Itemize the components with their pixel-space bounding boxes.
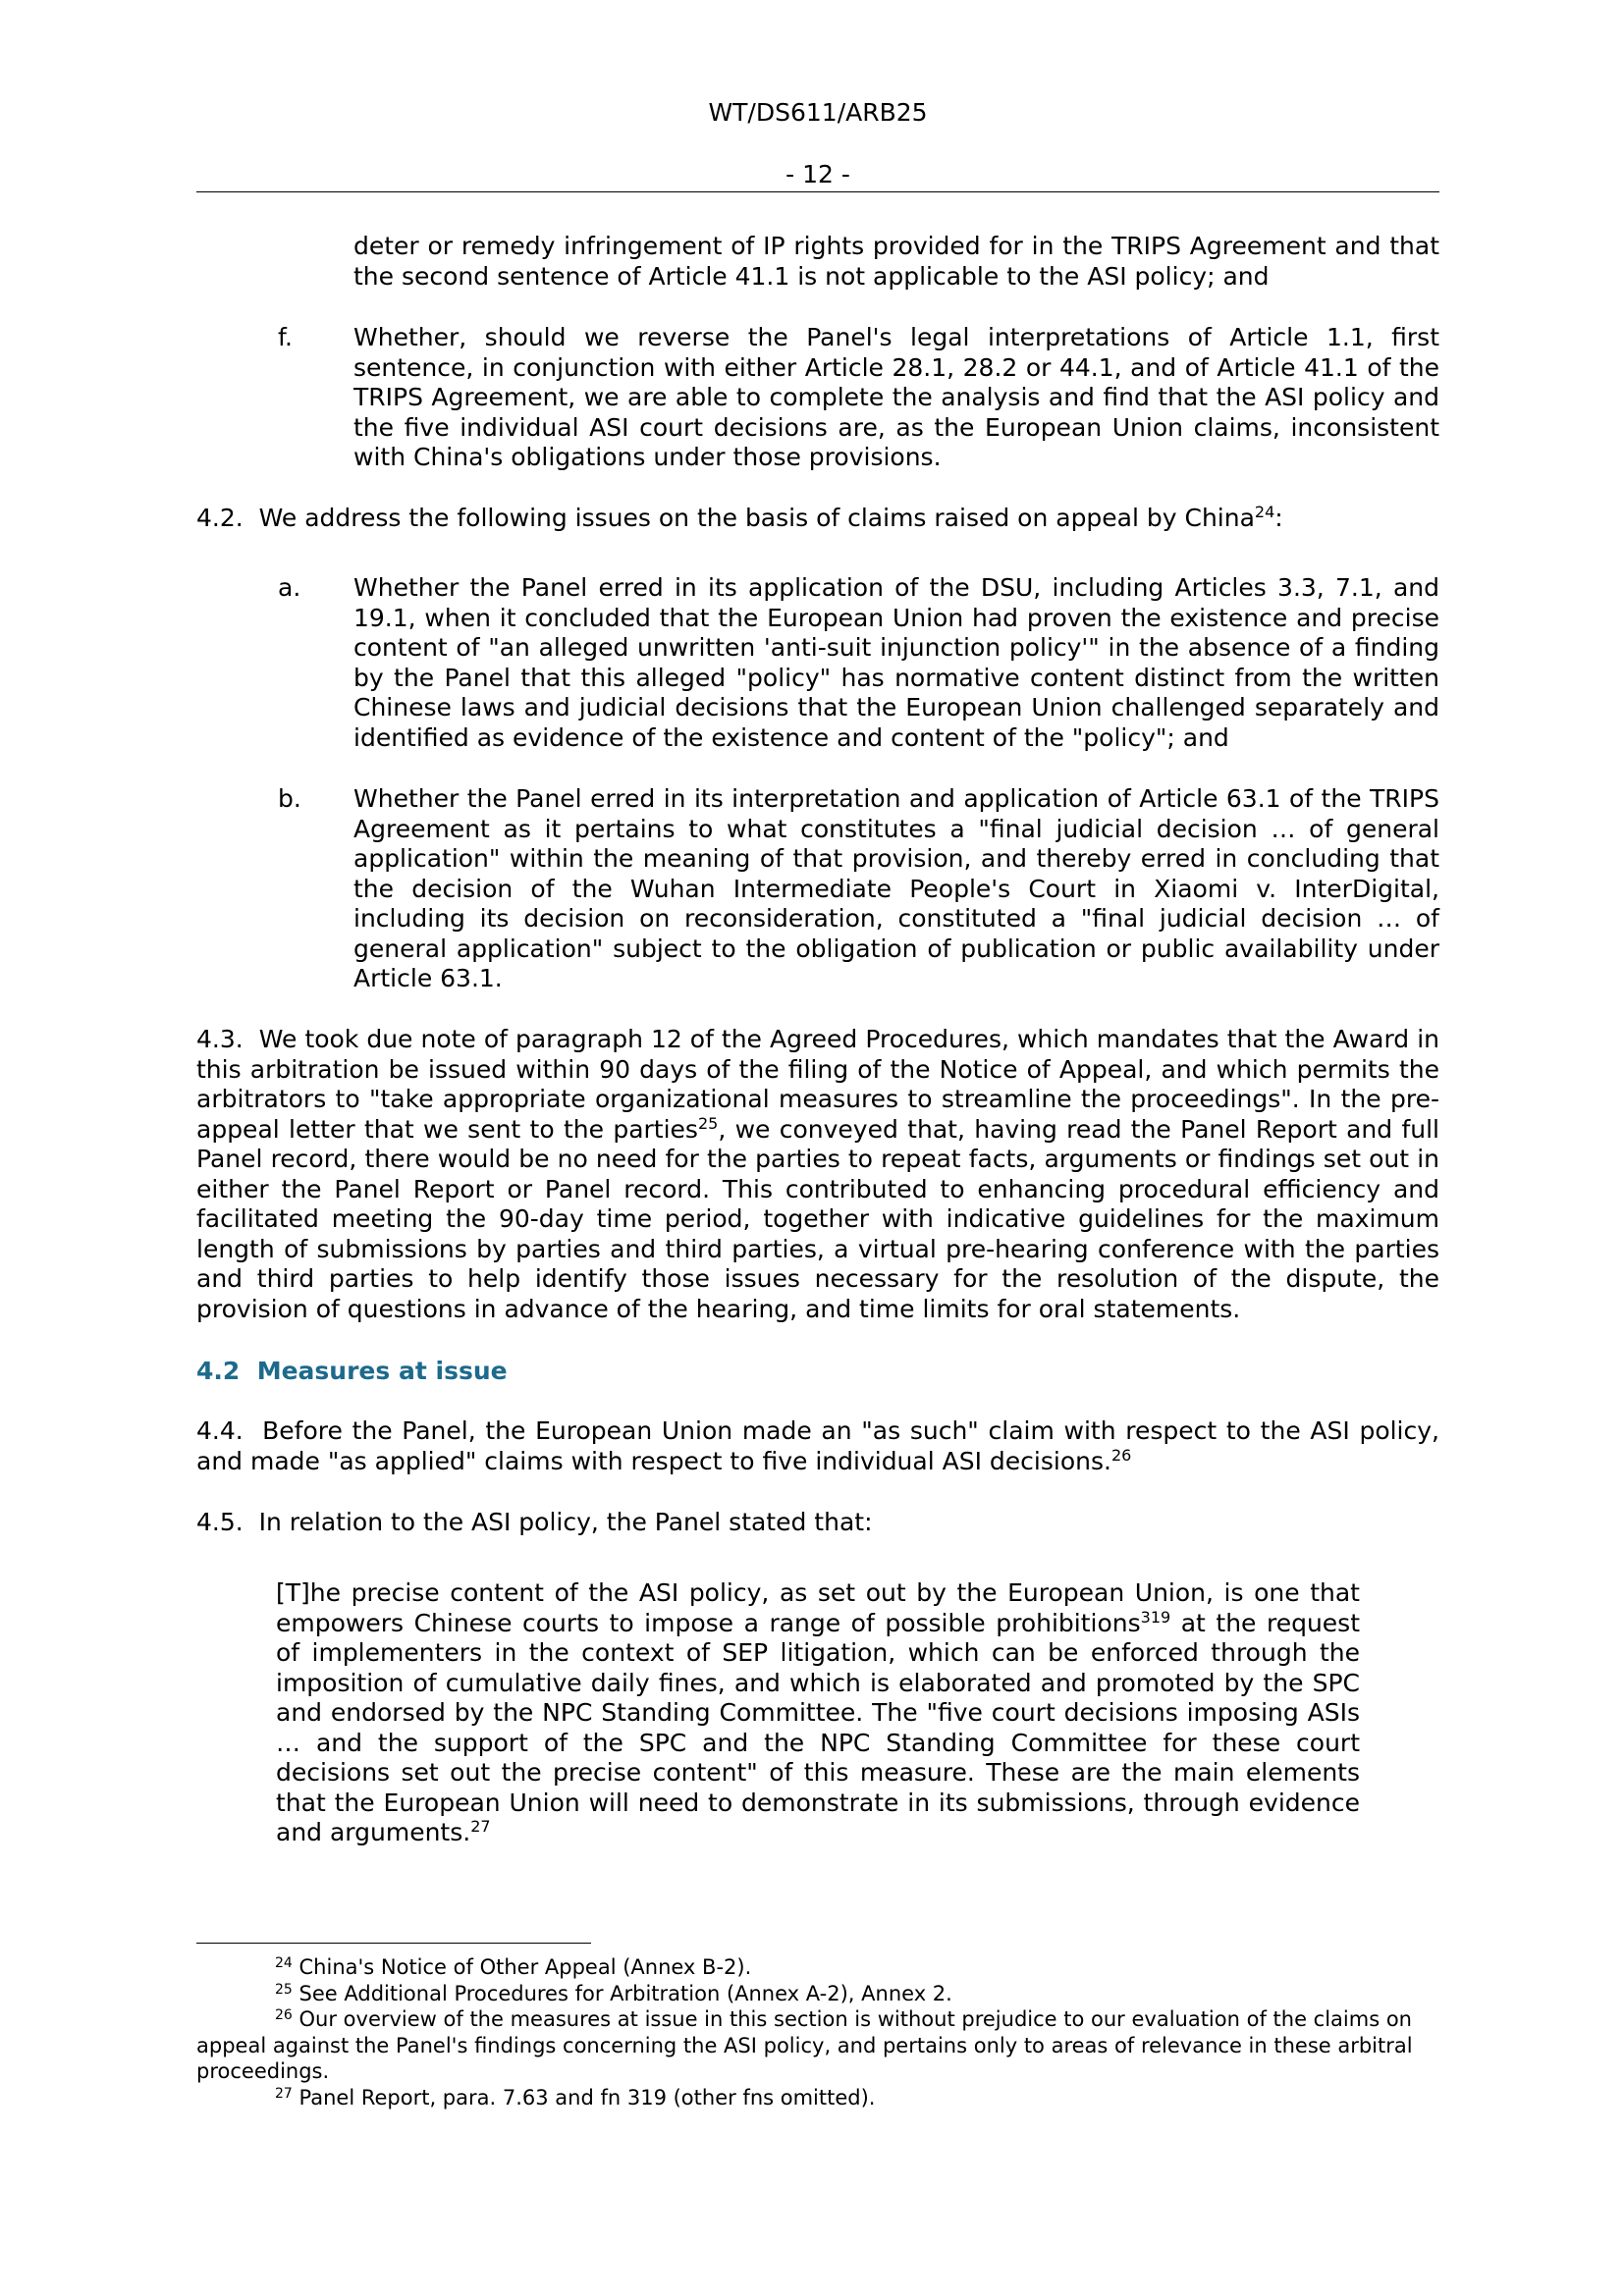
- footnote-26: [196, 2006, 1439, 2085]
- footnote-ref[interactable]: 27: [470, 1817, 491, 1836]
- footnote-ref[interactable]: 24: [1254, 503, 1275, 521]
- paragraph-text: We address the following issues on the basis of claims raised on appeal by China: [258, 504, 1255, 532]
- list-item-text: Whether, should we reverse the Panel's legal interpretations of Article 1.1, first sentence, in conjunction with either Article 28.1, 28.2 or 44.1, and of Article 41.1 of the TRIPS Agreement, we are able to complete the analysis and find that the ASI policy and the five individual ASI court decisions are, as the European Union claims, inconsistent with China's obligations under those provisions.: [353, 323, 1439, 471]
- paragraph-text: Before the Panel, the European Union made an "as such" claim with respect to the ASI policy, and made "as applied" claims with respect to five individual ASI decisions.: [196, 1416, 1439, 1475]
- paragraph-text: In relation to the ASI policy, the Panel stated that:: [258, 1508, 873, 1536]
- section-number: 4.2: [196, 1357, 241, 1385]
- footnote-text: See Additional Procedures for Arbitration (Annex A-2), Annex 2.: [298, 1981, 952, 2005]
- list-item-letter: a.: [278, 573, 301, 602]
- block-quote: [276, 1578, 1360, 1848]
- paragraph-number: 4.4.: [196, 1416, 244, 1445]
- section-heading: [196, 1357, 508, 1387]
- footnotes: [196, 1954, 1439, 2110]
- quote-inner-footnote-ref: 319: [1140, 1607, 1171, 1627]
- list-item-letter: b.: [278, 784, 301, 813]
- paragraph-4-5: [196, 1508, 1439, 1538]
- footnote-number: 24: [275, 1955, 293, 1971]
- section-title: Measures at issue: [256, 1357, 508, 1385]
- footnote-ref[interactable]: 26: [1110, 1445, 1132, 1465]
- footnote-24: [196, 1954, 1439, 1981]
- quote-text: [T]he precise content of the ASI policy, as set out by the European Union, is one that empowers Chinese courts to impose a range of possible prohibitions: [276, 1578, 1360, 1637]
- header-divider: [196, 191, 1439, 192]
- paragraph-4-3: [196, 1025, 1439, 1324]
- paragraph-number: 4.2.: [196, 504, 244, 532]
- footnote-text: China's Notice of Other Appeal (Annex B-2).: [298, 1955, 752, 1979]
- document-symbol: WT/DS611/ARB25: [708, 98, 928, 127]
- paragraph-punctuation: :: [1274, 504, 1283, 532]
- paragraph-number: 4.5.: [196, 1508, 244, 1536]
- item-e-continuation: deter or remedy infringement of IP rights provided for in the TRIPS Agreement and that the second sentence of Article 41.1 is not applicable to the ASI policy; and: [353, 232, 1439, 291]
- footnote-divider: [196, 1943, 591, 1944]
- list-item-text: Whether the Panel erred in its application of the DSU, including Articles 3.3, 7.1, and 19.1, when it concluded that the European Union had proven the existence and precise content of "an alleged unwritten 'anti-suit injunction policy'" in the absence of a finding by the Panel that this alleged "policy" has normative content distinct from the written Chinese laws and judicial decisions that the European Union challenged separately and identified as evidence of the existence and content of the "policy"; and: [353, 573, 1439, 752]
- quote-text-continued: at the request of implementers in the context of SEP litigation, which can be enforced through the imposition of cumulative daily fines, and which is elaborated and promoted by the SPC and endorsed by the NPC Standing Committee. The "five court decisions imposing ASIs … and the support of the SPC and the NPC Standing Committee for these court decisions set out the precise content" of this measure. These are the main elements that the European Union will need to demonstrate in its submissions, through evidence and arguments.: [276, 1608, 1360, 1846]
- footnote-number: 27: [275, 2085, 293, 2102]
- list-item-letter: f.: [278, 323, 293, 351]
- footnote-number: 25: [275, 1981, 293, 1998]
- page-number: - 12 -: [785, 160, 850, 188]
- paragraph-4-2: [196, 504, 1439, 534]
- footnote-27: [196, 2085, 1439, 2111]
- paragraph-text: We took due note of paragraph 12 of the Agreed Procedures, which mandates that the Award in this arbitration be issued within 90 days of the filing of the Notice of Appeal, and which permits the arbitrators to "take appropriate organizational measures to streamline the proceedings". In the pre-appeal letter that we sent to the parties: [196, 1025, 1439, 1144]
- footnote-text: Panel Report, para. 7.63 and fn 319 (other fns omitted).: [298, 2085, 876, 2109]
- footnote-25: [196, 1981, 1439, 2007]
- footnote-number: 26: [275, 2007, 293, 2023]
- footnote-text: Our overview of the measures at issue in this section is without prejudice to our evaluation of the claims on appeal against the Panel's findings concerning the ASI policy, and pertains only to areas of relevance in these arbitral proceedings.: [196, 2007, 1413, 2083]
- paragraph-4-4: [196, 1416, 1439, 1476]
- list-item-text: Whether the Panel erred in its interpretation and application of Article 63.1 of the TRIPS Agreement as it pertains to what constitutes a "final judicial decision … of general application" within the meaning of that provision, and thereby erred in concluding that the decision of the Wuhan Intermediate People's Court in Xiaomi v. InterDigital, including its decision on reconsideration, constituted a "final judicial decision … of general application" subject to the obligation of publication or public availability under Article 63.1.: [353, 784, 1439, 992]
- footnote-ref[interactable]: 25: [697, 1113, 719, 1133]
- paragraph-text-continued: , we conveyed that, having read the Panel Report and full Panel record, there would be no need for the parties to repeat facts, arguments or findings set out in either the Panel Report or Panel record. This contributed to enhancing procedural efficiency and facilitated meeting the 90-day time period, together with indicative guidelines for the maximum length of submissions by parties and third parties, a virtual pre-hearing conference with the parties and third parties to help identify those issues necessary for the resolution of the dispute, the provision of questions in advance of the hearing, and time limits for oral statements.: [196, 1114, 1439, 1323]
- paragraph-number: 4.3.: [196, 1025, 244, 1053]
